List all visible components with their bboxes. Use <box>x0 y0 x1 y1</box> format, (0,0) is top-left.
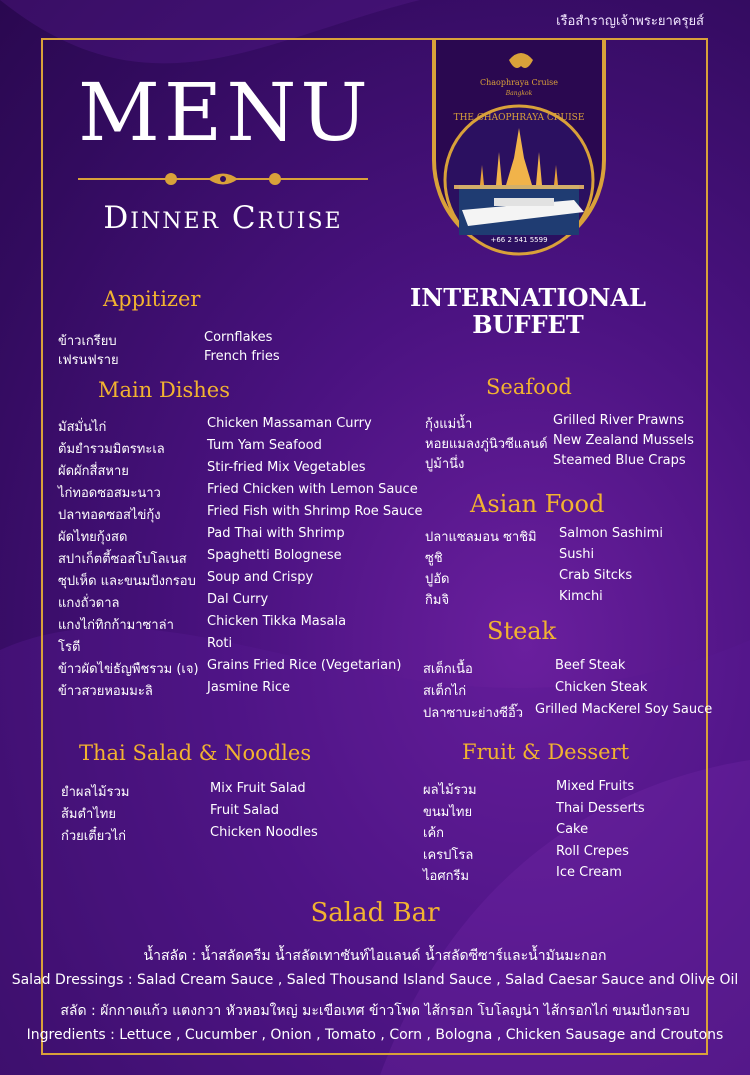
salad-bar-line: Ingredients : Lettuce , Cucumber , Onion , Tomato , Corn , Bologna , Chicken Sausage and Croutons <box>26 1027 724 1043</box>
list-item <box>58 636 408 658</box>
item-thai: ข้าวผัดไข่ธัญพืชรวม (เจ) <box>58 662 199 677</box>
salad-bar-line: น้ำสลัด : น้ำสลัดครีม น้ำสลัดเทาซันท์ไอแลนด์ น้ำสลัดซีซาร์และน้ำมันมะกอก <box>143 948 607 964</box>
list-item <box>58 570 408 592</box>
item-thai: ซูชิ <box>425 551 443 566</box>
item-thai: ไอศกรีม <box>423 869 470 884</box>
buffet-title-line-1: INTERNATIONAL <box>410 283 646 312</box>
dinner-cruise-subtitle: Dinner Cruise <box>103 200 343 236</box>
item-thai: สปาเก็ตตี้ซอสโบโลเนส <box>58 552 187 567</box>
list-item <box>423 822 698 844</box>
item-thai: ปลาทอดซอสไข่กุ้ง <box>58 508 161 523</box>
thai-header-text: เรือสำราญเจ้าพระยาครุยส์ <box>556 14 704 29</box>
item-english: Steamed Blue Craps <box>553 453 686 468</box>
steak-list <box>423 658 713 724</box>
item-thai: ยำผลไม้รวม <box>61 785 130 800</box>
list-item <box>58 548 408 570</box>
item-thai: ส้มตำไทย <box>61 807 116 822</box>
item-thai: กุ้งแม่น้ำ <box>425 417 473 432</box>
logo-phone: +66 2 541 5599 <box>490 236 548 244</box>
item-english: Chicken Tikka Masala <box>207 614 347 629</box>
list-item <box>423 702 713 724</box>
ornament-divider <box>78 168 368 190</box>
item-english: Grains Fried Rice (Vegetarian) <box>207 658 402 673</box>
item-english: Beef Steak <box>555 658 626 673</box>
menu-title: MENU <box>78 66 372 159</box>
item-thai: ก๋วยเตี๋ยวไก่ <box>61 829 126 844</box>
item-thai: ซุปเห็ด และขนมปังกรอบ <box>58 574 196 589</box>
item-thai: กิมจิ <box>425 593 450 608</box>
steak-heading: Steak <box>487 617 557 645</box>
list-item <box>58 349 378 368</box>
list-item <box>58 504 423 526</box>
list-item <box>423 801 698 823</box>
list-item <box>58 330 378 349</box>
list-item <box>425 453 700 473</box>
item-thai: ปลาซาบะย่างซีอิ๊ว <box>423 706 524 721</box>
item-english: Chicken Steak <box>555 680 648 695</box>
item-thai: ปูอัด <box>425 572 450 587</box>
item-thai: ผลไม้รวม <box>423 783 477 798</box>
item-english: Ice Cream <box>556 865 622 880</box>
item-thai: ผัดผักสี่สหาย <box>58 464 129 479</box>
item-thai: สเต็กไก่ <box>423 684 467 699</box>
item-thai: ปลาแซลมอน ซาชิมิ <box>425 530 537 545</box>
list-item <box>423 844 698 866</box>
international-buffet-title <box>400 284 656 338</box>
item-thai: หอยแมลงภู่นิวซีแลนด์ <box>425 437 548 452</box>
item-english: Crab Sitcks <box>559 568 633 583</box>
list-item <box>423 779 698 801</box>
item-english: Thai Desserts <box>556 800 645 816</box>
logo-brand: Chaophraya Cruise <box>479 78 559 87</box>
item-thai: แกงถั่วดาล <box>58 596 120 611</box>
item-thai: มัสมั่นไก่ <box>58 420 107 435</box>
item-english: French fries <box>204 349 280 364</box>
item-english: Stir-fried Mix Vegetables <box>207 460 366 475</box>
thai-salad-heading: Thai Salad & Noodles <box>79 741 312 765</box>
logo-city: Bangkok <box>505 90 533 97</box>
item-english: Tum Yam Seafood <box>207 438 322 453</box>
list-item <box>425 413 700 433</box>
main-dishes-heading: Main Dishes <box>98 378 230 402</box>
salad-bar-line: สลัด : ผักกาดแก้ว แตงกวา หัวหอมใหญ่ มะเขือเทศ ข้าวโพด ไส้กรอก โบโลญน่า ไส้กรอกไก่ ขนมปังกรอบ <box>60 1003 690 1019</box>
item-thai: ข้าวสวยหอมมะลิ <box>58 684 153 699</box>
item-english: Fried Chicken with Lemon Sauce <box>207 482 418 497</box>
item-thai: ข้าวเกรียบ <box>58 334 117 349</box>
list-item <box>58 592 408 614</box>
list-item <box>423 658 703 680</box>
item-english: Roll Crepes <box>556 843 629 859</box>
item-english: Grilled River Prawns <box>553 413 685 428</box>
asian-food-list <box>425 526 700 610</box>
item-thai: เครปโรล <box>423 847 474 863</box>
item-english: Jasmine Rice <box>207 680 291 695</box>
list-item <box>58 658 408 680</box>
item-thai: ผัดไทยกุ้งสด <box>58 530 128 545</box>
item-english: New Zealand Mussels <box>553 433 694 448</box>
logo-name: THE CHAOPHRAYA CRUISE <box>453 113 585 123</box>
list-item <box>425 547 700 568</box>
item-thai: เฟรนฟราย <box>58 353 119 368</box>
appetizer-list <box>58 330 378 368</box>
asian-food-heading: Asian Food <box>470 490 605 518</box>
list-item <box>58 680 408 702</box>
list-item <box>58 526 408 548</box>
fruit-dessert-heading: Fruit & Dessert <box>462 740 630 764</box>
item-thai: โรตี <box>58 640 81 655</box>
item-thai: ปูม้านึ่ง <box>425 457 465 472</box>
fruit-dessert-list <box>423 779 698 887</box>
list-item <box>423 680 703 702</box>
cruise-logo <box>424 40 614 268</box>
item-thai: ไก่ทอดซอสมะนาว <box>58 486 161 501</box>
list-item <box>58 460 408 482</box>
item-english: Dal Curry <box>207 592 269 607</box>
appetizer-heading: Appitizer <box>103 287 201 311</box>
salad-bar-line: Salad Dressings : Salad Cream Sauce , Saled Thousand Island Sauce , Salad Caesar Sauce and Olive Oil <box>11 972 739 988</box>
list-item <box>425 433 700 453</box>
item-english: Roti <box>207 636 233 651</box>
list-item <box>58 416 408 438</box>
item-english: Salmon Sashimi <box>559 526 663 541</box>
list-item <box>58 438 408 460</box>
list-item <box>425 589 700 610</box>
item-english: Grilled MacKerel Soy Sauce <box>535 702 713 717</box>
item-english: Mix Fruit Salad <box>210 781 306 796</box>
list-item <box>425 526 700 547</box>
list-item <box>61 825 381 847</box>
item-english: Mixed Fruits <box>556 779 635 794</box>
thai-salad-list <box>61 781 381 847</box>
item-thai: ขนมไทย <box>423 804 473 820</box>
item-english: Chicken Noodles <box>210 825 318 840</box>
item-english: Sushi <box>559 547 595 562</box>
list-item <box>61 781 381 803</box>
list-item <box>423 865 698 887</box>
item-english: Kimchi <box>559 589 603 604</box>
item-thai: ต้มยำรวมมิตรทะเล <box>58 442 165 457</box>
item-english: Fruit Salad <box>210 803 280 818</box>
item-thai: สเต็กเนื้อ <box>423 662 473 677</box>
list-item <box>61 803 381 825</box>
item-english: Cornflakes <box>204 330 273 345</box>
buffet-title-line-2: BUFFET <box>472 310 584 339</box>
list-item <box>425 568 700 589</box>
item-english: Fried Fish with Shrimp Roe Sauce <box>207 504 423 519</box>
item-thai: แกงไก่ทิกก้ามาซาล่า <box>58 618 174 633</box>
seafood-heading: Seafood <box>486 375 572 399</box>
item-english: Soup and Crispy <box>207 570 314 585</box>
item-english: Spaghetti Bolognese <box>207 548 342 563</box>
item-english: Pad Thai with Shrimp <box>207 526 345 541</box>
list-item <box>58 482 418 504</box>
seafood-list <box>425 413 700 473</box>
salad-bar-heading: Salad Bar <box>310 898 440 928</box>
list-item <box>58 614 408 636</box>
item-thai: เค้ก <box>423 826 445 841</box>
item-english: Cake <box>556 822 589 837</box>
main-dishes-list <box>58 416 423 702</box>
item-english: Chicken Massaman Curry <box>207 416 372 431</box>
